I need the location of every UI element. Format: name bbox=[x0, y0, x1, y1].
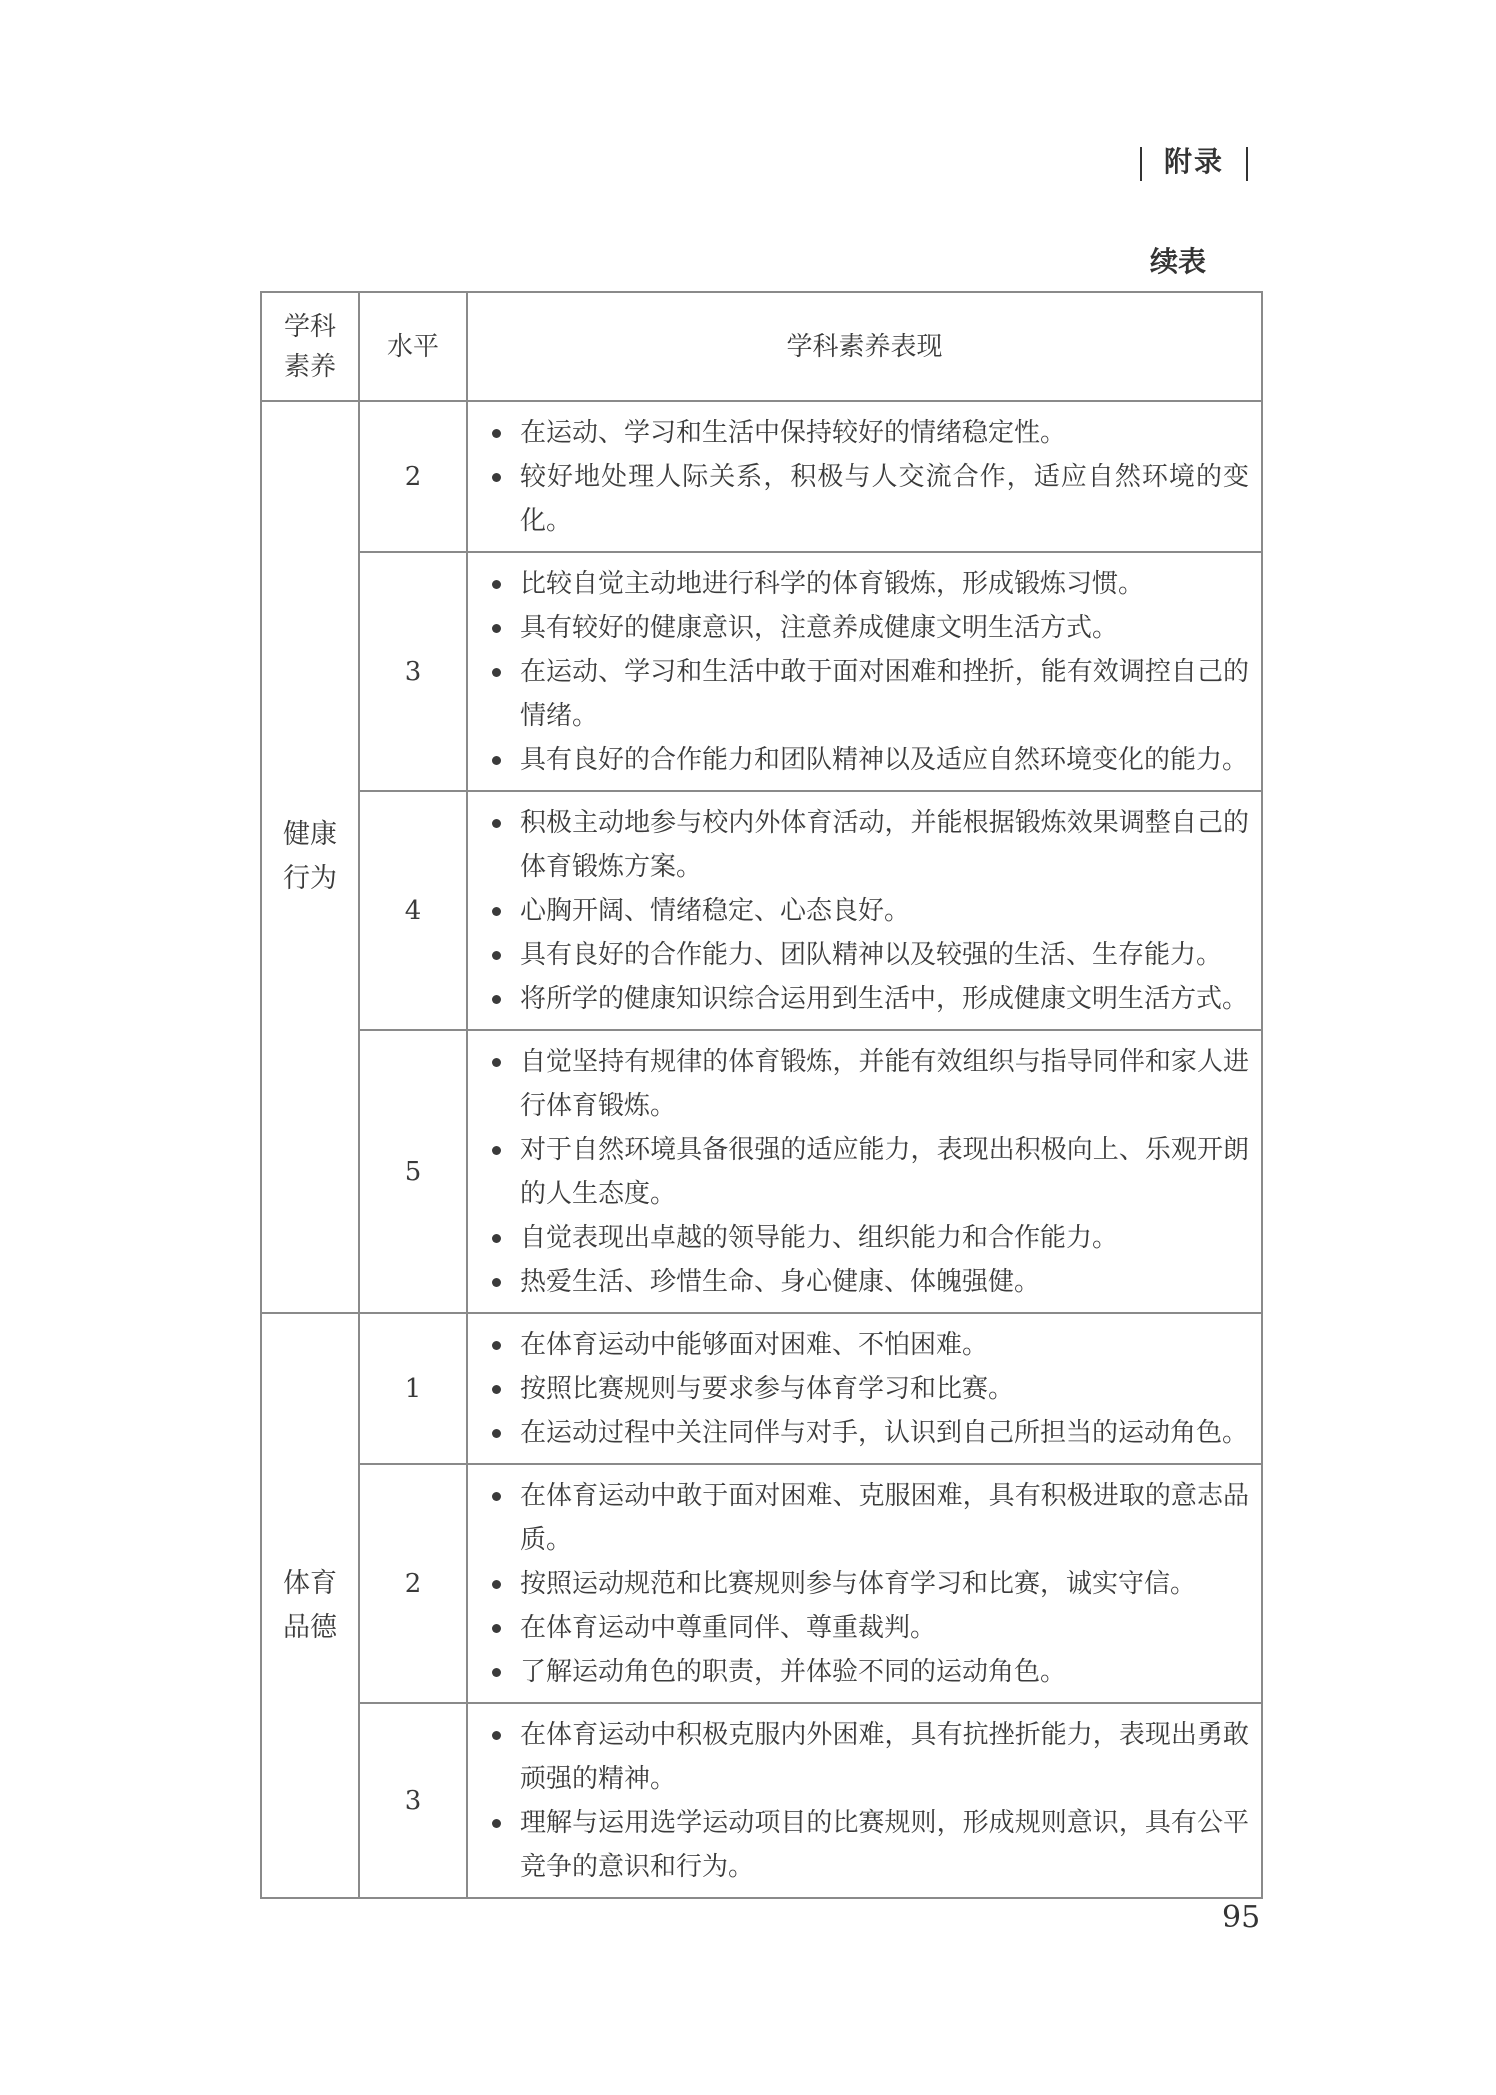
performance-list bbox=[482, 562, 1249, 782]
level-cell: 3 bbox=[359, 552, 467, 791]
table-body bbox=[261, 401, 1262, 1898]
performance-item: 在运动、学习和生活中保持较好的情绪稳定性。 bbox=[482, 411, 1249, 455]
level-cell: 5 bbox=[359, 1030, 467, 1313]
performance-item: 在体育运动中积极克服内外困难，具有抗挫折能力，表现出勇敢顽强的精神。 bbox=[482, 1713, 1249, 1801]
performance-list bbox=[482, 1713, 1249, 1889]
performance-item: 心胸开阔、情绪稳定、心态良好。 bbox=[482, 889, 1249, 933]
competency-table bbox=[260, 291, 1263, 1899]
performance-item: 自觉坚持有规律的体育锻炼，并能有效组织与指导同伴和家人进行体育锻炼。 bbox=[482, 1040, 1249, 1128]
performance-item: 在运动、学习和生活中敢于面对困难和挫折，能有效调控自己的情绪。 bbox=[482, 650, 1249, 738]
performance-cell bbox=[467, 791, 1262, 1030]
table-row bbox=[261, 791, 1262, 1030]
table-row bbox=[261, 1703, 1262, 1898]
header-bar-right bbox=[1246, 147, 1248, 181]
performance-cell bbox=[467, 1313, 1262, 1464]
performance-item: 将所学的健康知识综合运用到生活中，形成健康文明生活方式。 bbox=[482, 977, 1249, 1021]
column-header-level: 水平 bbox=[359, 292, 467, 401]
performance-cell bbox=[467, 401, 1262, 552]
performance-item: 比较自觉主动地进行科学的体育锻炼，形成锻炼习惯。 bbox=[482, 562, 1249, 606]
performance-item: 按照运动规范和比赛规则参与体育学习和比赛，诚实守信。 bbox=[482, 1562, 1249, 1606]
performance-item: 较好地处理人际关系，积极与人交流合作，适应自然环境的变化。 bbox=[482, 455, 1249, 543]
table-row bbox=[261, 1313, 1262, 1464]
performance-list bbox=[482, 1474, 1249, 1694]
level-cell: 3 bbox=[359, 1703, 467, 1898]
performance-item: 理解与运用选学运动项目的比赛规则，形成规则意识，具有公平竞争的意识和行为。 bbox=[482, 1801, 1249, 1889]
performance-item: 热爱生活、珍惜生命、身心健康、体魄强健。 bbox=[482, 1260, 1249, 1304]
table-row bbox=[261, 1464, 1262, 1703]
performance-list bbox=[482, 1040, 1249, 1304]
performance-cell bbox=[467, 552, 1262, 791]
table-row bbox=[261, 552, 1262, 791]
performance-cell bbox=[467, 1464, 1262, 1703]
level-cell: 1 bbox=[359, 1313, 467, 1464]
column-header-performance: 学科素养表现 bbox=[467, 292, 1262, 401]
performance-cell bbox=[467, 1703, 1262, 1898]
page-number: 95 bbox=[1222, 1900, 1261, 1935]
section-header bbox=[1140, 140, 1270, 181]
performance-list bbox=[482, 1323, 1249, 1455]
performance-list bbox=[482, 411, 1249, 543]
performance-item: 按照比赛规则与要求参与体育学习和比赛。 bbox=[482, 1367, 1249, 1411]
level-cell: 2 bbox=[359, 1464, 467, 1703]
level-cell: 2 bbox=[359, 401, 467, 552]
column-header-subject: 学科 素养 bbox=[261, 292, 359, 401]
subject-cell: 体育 品德 bbox=[261, 1313, 359, 1898]
performance-item: 具有良好的合作能力、团队精神以及较强的生活、生存能力。 bbox=[482, 933, 1249, 977]
performance-item: 积极主动地参与校内外体育活动，并能根据锻炼效果调整自己的体育锻炼方案。 bbox=[482, 801, 1249, 889]
performance-item: 自觉表现出卓越的领导能力、组织能力和合作能力。 bbox=[482, 1216, 1249, 1260]
subject-cell: 健康 行为 bbox=[261, 401, 359, 1313]
continued-label: 续表 bbox=[1150, 245, 1207, 278]
performance-list bbox=[482, 801, 1249, 1021]
table-row bbox=[261, 1030, 1262, 1313]
header-bar-left bbox=[1140, 147, 1142, 181]
section-title: 附录 bbox=[1164, 145, 1225, 178]
level-cell: 4 bbox=[359, 791, 467, 1030]
performance-item: 具有良好的合作能力和团队精神以及适应自然环境变化的能力。 bbox=[482, 738, 1249, 782]
table-header-row bbox=[261, 292, 1262, 401]
performance-item: 在运动过程中关注同伴与对手，认识到自己所担当的运动角色。 bbox=[482, 1411, 1249, 1455]
performance-item: 在体育运动中敢于面对困难、克服困难，具有积极进取的意志品质。 bbox=[482, 1474, 1249, 1562]
performance-item: 具有较好的健康意识，注意养成健康文明生活方式。 bbox=[482, 606, 1249, 650]
table-row bbox=[261, 401, 1262, 552]
performance-item: 在体育运动中能够面对困难、不怕困难。 bbox=[482, 1323, 1249, 1367]
performance-item: 了解运动角色的职责，并体验不同的运动角色。 bbox=[482, 1650, 1249, 1694]
performance-cell bbox=[467, 1030, 1262, 1313]
performance-item: 对于自然环境具备很强的适应能力，表现出积极向上、乐观开朗的人生态度。 bbox=[482, 1128, 1249, 1216]
performance-item: 在体育运动中尊重同伴、尊重裁判。 bbox=[482, 1606, 1249, 1650]
